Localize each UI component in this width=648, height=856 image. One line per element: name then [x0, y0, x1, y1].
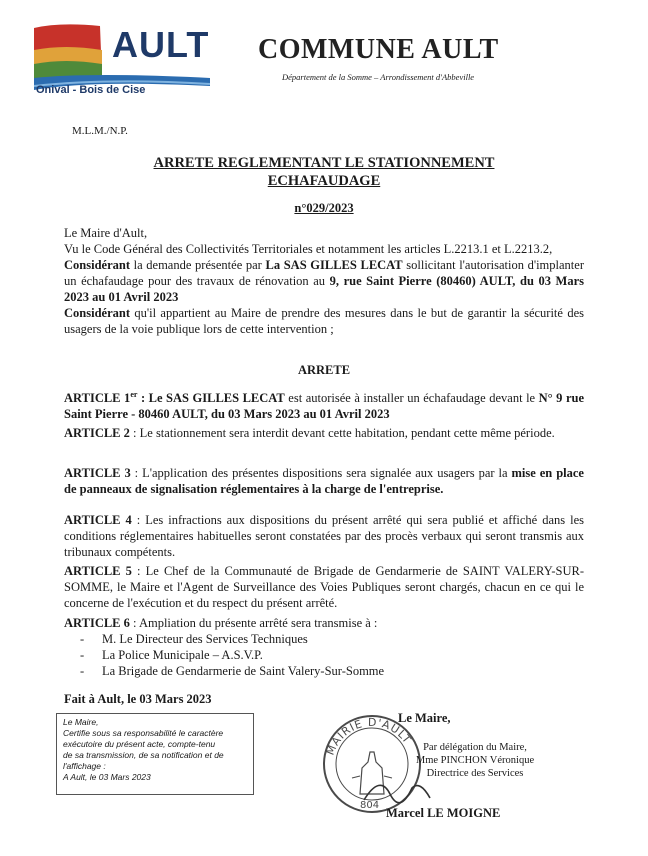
article-label: ARTICLE 1 — [64, 391, 131, 406]
article-6 — [64, 615, 584, 631]
vu-line: Vu le Code Général des Collectivités Territoriales et notamment les articles L.2213.1 et L.2213.2, — [64, 242, 553, 256]
decree-title-line2: ECHAFAUDAGE — [267, 173, 381, 189]
article-label: ARTICLE 6 — [64, 616, 130, 630]
delegation-line: Directrice des Services — [426, 768, 524, 779]
article-label: ARTICLE 3 — [64, 466, 131, 480]
work-address: 9, rue Saint Pierre (80460) AULT, du 03 Mars 2023 au 01 Avril 2023 — [64, 274, 584, 304]
certification-box — [56, 713, 254, 795]
company-name: : Le SAS GILLES LECAT — [137, 391, 285, 406]
article-text: : Ampliation du présente arrêté sera transmise à : — [129, 616, 378, 630]
arrete-heading: ARRETE — [297, 363, 351, 377]
logo-subtitle: Onival - Bois de Cise — [36, 84, 146, 96]
signature-title: Le Maire, — [398, 711, 451, 725]
article-5 — [64, 563, 584, 611]
handwritten-signature — [360, 770, 440, 810]
work-address: N° 9 rue Saint Pierre - 80460 AULT, du 03 Mars 2023 au 01 Avril 2023 — [64, 391, 585, 422]
considerant-2 — [64, 305, 584, 337]
article-text: : Le Chef de la Communauté de Brigade de Gendarmerie de SAINT VALERY-SUR-SOMME, le Maire et l'Agent de Surveillance des Voies Publiques seront chargés, chacun en ce qui le concerne de l'exécution et du respect du présent arrêté. — [64, 564, 584, 610]
delegation-line: Mme PINCHON Véronique — [415, 755, 535, 766]
article-text: est autorisée à installer un échafaudage devant le — [284, 391, 539, 406]
decree-title-line1: ARRETE REGLEMENTANT LE STATIONNEMENT — [153, 155, 495, 171]
considerant-label: Considérant — [64, 258, 130, 272]
maire-line: Le Maire d'Ault, — [64, 226, 148, 240]
article-label: ARTICLE 5 — [64, 564, 132, 578]
commune-title: COMMUNE AULT — [258, 34, 499, 65]
company-name: La SAS GILLES LECAT — [265, 258, 403, 272]
article-emphasis: mise en place de panneaux de signalisation réglementaires à la charge de l'entreprise. — [64, 466, 584, 496]
box-line: Certifie sous sa responsabilité le caractère — [63, 728, 224, 738]
considerant-text: la demande présentée par — [129, 258, 266, 272]
article-sup: er — [130, 390, 138, 399]
box-line: Le Maire, — [63, 717, 99, 727]
delegation-line: Par délégation du Maire, — [423, 742, 527, 753]
article-text: : Les infractions aux dispositions du présent arrêté qui sera publié et affiché dans les conditions réglementaires habituelles seront constatées par des procès verbaux qui seront transmis aux tribunaux compétents. — [64, 513, 584, 559]
decree-number: n°029/2023 — [294, 201, 354, 215]
reference-code: M.L.M./N.P. — [72, 125, 128, 137]
considerant-1 — [64, 257, 584, 305]
article-2 — [64, 425, 584, 441]
stamp-label: MAIRIE D'AULT — [323, 715, 414, 758]
preamble — [64, 225, 584, 337]
article-3 — [64, 465, 584, 497]
article-text: : Le stationnement sera interdit devant cette habitation, pendant cette même période. — [129, 426, 555, 440]
article-4 — [64, 512, 584, 560]
list-item: - La Police Municipale – A.S.V.P. — [88, 647, 384, 663]
article-label: ARTICLE 2 — [64, 426, 130, 440]
list-item: - M. Le Directeur des Services Techniques — [88, 631, 384, 647]
department-line: Département de la Somme – Arrondissement d'Abbeville — [282, 72, 475, 82]
box-line: exécutoire du présent acte, compte-tenu — [63, 739, 216, 749]
considerant-text: qu'il appartient au Maire de prendre des mesures dans le but de garantir la sécurité des usagers de la voie publique lors de cette intervention ; — [64, 306, 584, 336]
stamp-code: 804 — [360, 800, 380, 811]
article-1 — [64, 387, 584, 422]
box-line: A Ault, le 03 Mars 2023 — [63, 772, 151, 782]
logo-name: AULT — [112, 24, 210, 65]
box-line: l'affichage : — [63, 761, 106, 771]
list-item: - La Brigade de Gendarmerie de Saint Valery-Sur-Somme — [88, 663, 384, 679]
ault-logo — [30, 20, 215, 112]
article-label: ARTICLE 4 — [64, 513, 132, 527]
fait-a-ault: Fait à Ault, le 03 Mars 2023 — [64, 692, 212, 706]
considerant-text: sollicitant l'autorisation d'implanter un échafaudage pour des travaux de rénovation au — [64, 258, 584, 288]
signatory-name: Marcel LE MOIGNE — [386, 806, 501, 820]
box-line: de sa transmission, de sa notification et de — [63, 750, 224, 760]
article-text: : L'application des présentes dispositions sera signalée aux usagers par la — [130, 466, 512, 480]
considerant-label: Considérant — [64, 306, 130, 320]
recipient-list — [88, 631, 384, 679]
